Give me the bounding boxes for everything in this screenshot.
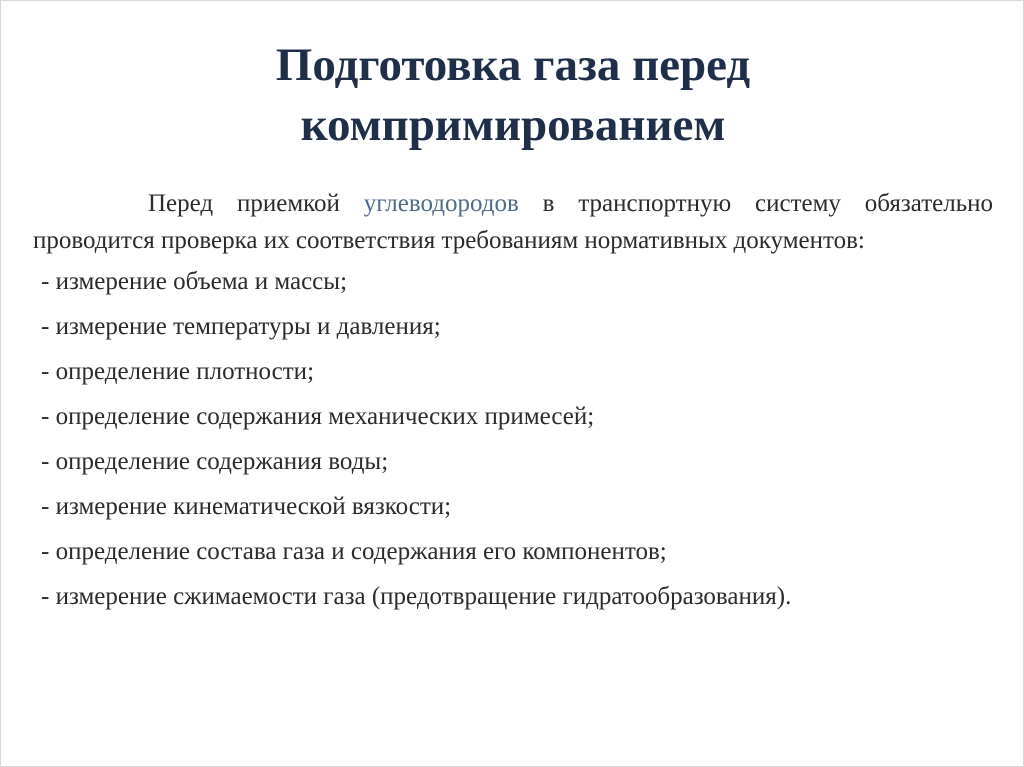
list-item: - измерение сжимаемости газа (предотвращение гидратообразования). xyxy=(41,583,792,610)
list-item: - определение содержания воды; xyxy=(41,448,389,475)
intro-text-start: Перед приемкой xyxy=(148,190,364,217)
list-item: - определение состава газа и содержания его компонентов; xyxy=(41,538,667,565)
intro-text-end: в транспортную систему обязательно проводится проверка их соответствия требованиям нормативных документов: xyxy=(33,190,993,254)
slide-title xyxy=(1,35,1024,155)
slide-title-line-2: компримированием xyxy=(300,99,726,151)
list-item: - измерение температуры и давления; xyxy=(41,313,441,340)
list-item: - измерение объема и массы; xyxy=(41,268,348,295)
slide-title-line-1: Подготовка газа перед xyxy=(275,39,751,91)
list-item: - определение содержания механических примесей; xyxy=(41,403,595,430)
list-item: - определение плотности; xyxy=(41,358,315,385)
requirements-list xyxy=(33,259,993,619)
list-item: - измерение кинематической вязкости; xyxy=(41,493,452,520)
slide-body xyxy=(33,185,993,619)
intro-highlighted-term: углеводородов xyxy=(363,190,519,217)
intro-paragraph xyxy=(33,185,993,259)
